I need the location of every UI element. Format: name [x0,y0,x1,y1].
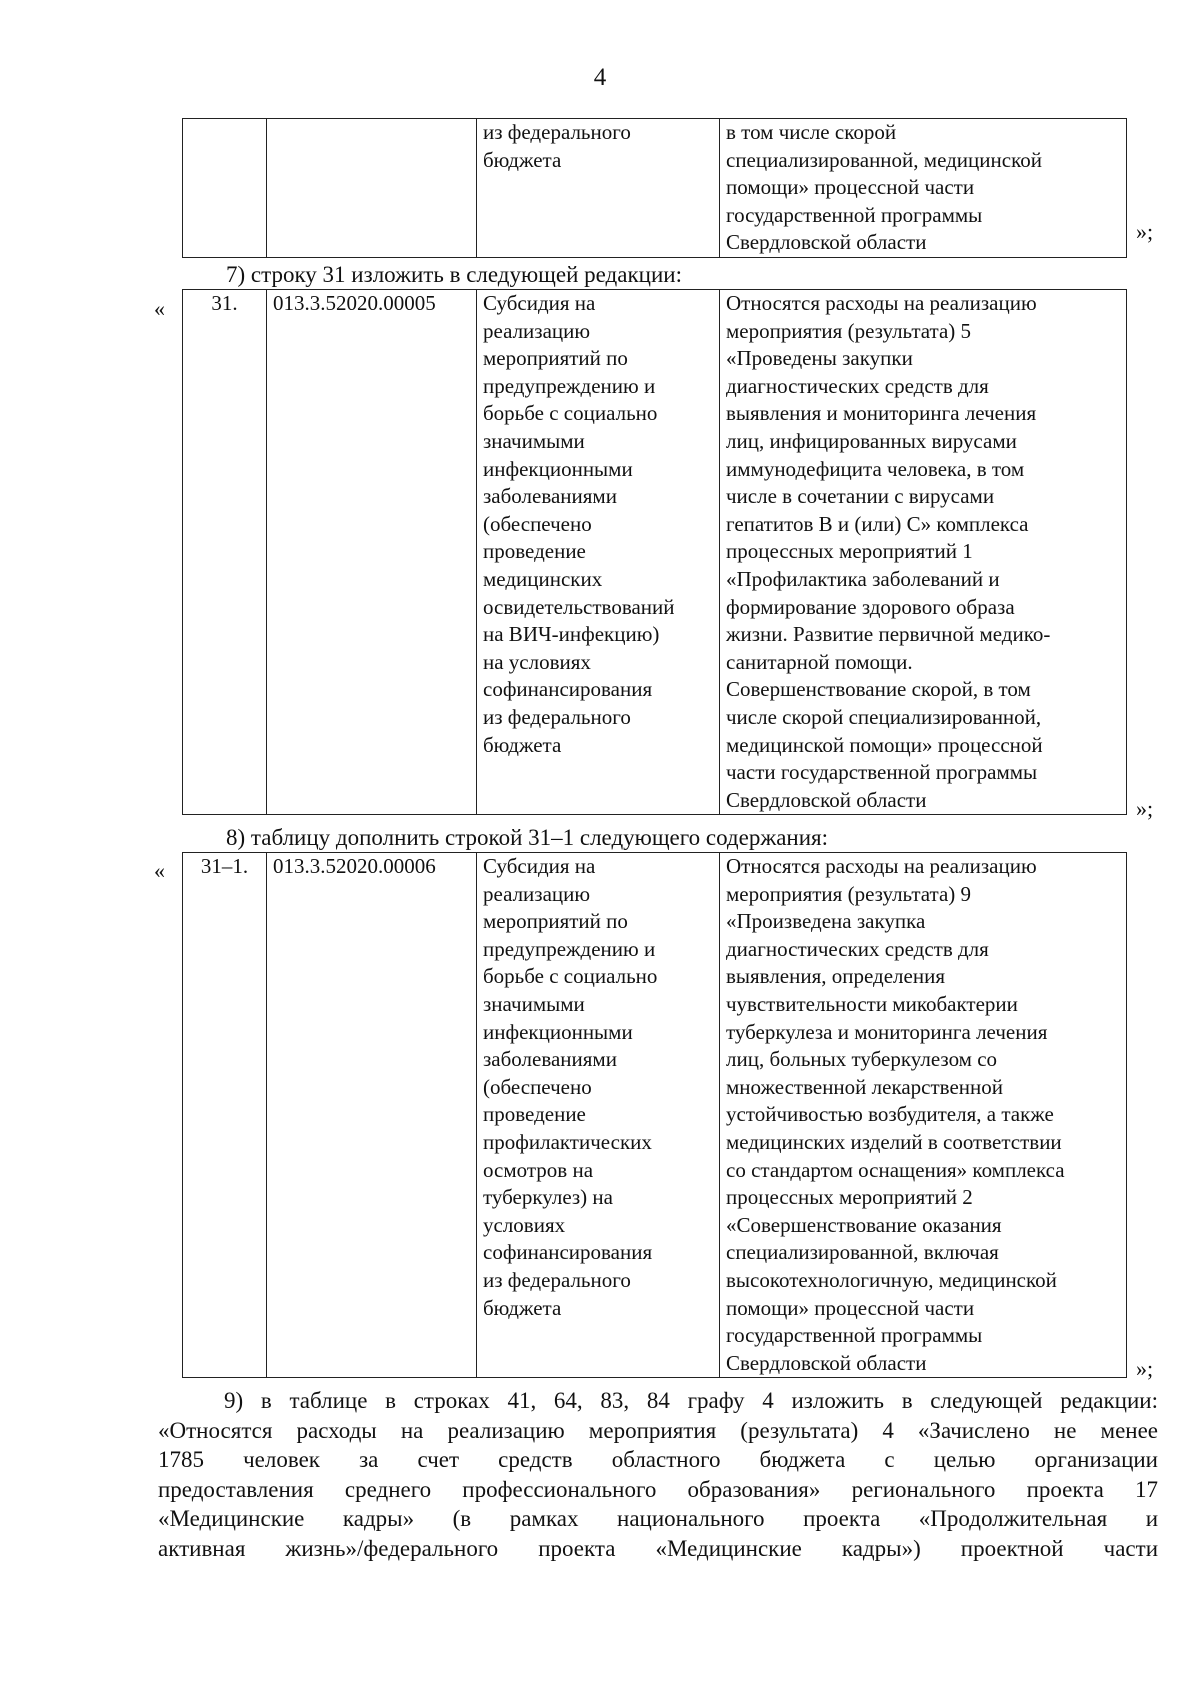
item7-heading: 7) строку 31 изложить в следующей редакции: [226,262,682,287]
table-row [183,853,1127,1378]
table-continued [182,118,1127,258]
paragraph-line: активная жизнь»/федерального проекта «Медицинские кадры») проектной части [158,1535,1158,1561]
cell-description: Относятся расходы на реализацию мероприятия (результата) 9 «Произведена закупка диагностических средств для выявления, определения чувствительности микобактерии туберкулеза и мониторинга лечения лиц, больных туберкулезом со множественной лекарственной устойчивостью возбудителя, а также медицинских изделий в соответствии со стандартом оснащения» комплекса процессных мероприятий 2 «Совершенствование оказания специализированной, включая высокотехнологичную, медицинской помощи» процессной части государственной программы Свердловской области [720,853,1127,1378]
cell-description: Относятся расходы на реализацию мероприятия (результата) 5 «Проведены закупки диагностических средств для выявления и мониторинга лечения лиц, инфицированных вирусами иммунодефицита человека, в том числе в сочетании с вирусами гепатитов B и (или) C» комплекса процессных мероприятий 1 «Профилактика заболеваний и формирование здорового образа жизни. Развитие первичной медико- санитарной помощи. Совершенствование скорой, в том числе скорой специализированной, медицинской помощи» процессной части государственной программы Свердловской области [720,290,1127,815]
open-quote: « [154,858,165,883]
table-row-31-1 [182,852,1127,1378]
item9-paragraph [158,1386,1158,1563]
page-number: 4 [593,64,607,91]
paragraph-line: 1785 человек за счет средств областного бюджета с целью организации [158,1447,1158,1472]
close-quote: »; [1136,796,1154,821]
paragraph-line: «Относятся расходы на реализацию мероприятия (результата) 4 «Зачислено не менее [158,1417,1158,1443]
paragraph-line: «Медицинские кадры» (в рамках национального проекта «Продолжительная и [158,1506,1158,1531]
table-row [183,119,1127,258]
cell-num [183,119,267,258]
table-row-31 [182,289,1127,815]
cell-name: из федерального бюджета [477,119,720,258]
cell-code: 013.3.52020.00005 [267,290,477,815]
cell-num: 31. [183,290,267,815]
cell-code [267,119,477,258]
item8-heading: 8) таблицу дополнить строкой 31–1 следующего содержания: [226,825,829,850]
cell-name: Субсидия на реализацию мероприятий по предупреждению и борьбе с социально значимыми инфекционными заболеваниями (обеспечено проведение профилактических осмотров на туберкулез) на условиях софинансирования из федерального бюджета [477,853,720,1378]
cell-code: 013.3.52020.00006 [267,853,477,1378]
cell-description: в том числе скорой специализированной, медицинской помощи» процессной части государственной программы Свердловской области [720,119,1127,258]
open-quote: « [154,296,165,321]
table-row [183,290,1127,815]
close-quote: »; [1136,219,1154,244]
paragraph-line: 9) в таблице в строках 41, 64, 83, 84 графу 4 изложить в следующей редакции: [224,1388,1158,1413]
cell-num: 31–1. [183,853,267,1378]
close-quote: »; [1136,1356,1154,1381]
cell-name: Субсидия на реализацию мероприятий по предупреждению и борьбе с социально значимыми инфекционными заболеваниями (обеспечено проведение медицинских освидетельствований на ВИЧ-инфекцию) на условиях софинансирования из федерального бюджета [477,290,720,815]
paragraph-line: предоставления среднего профессионального образования» регионального проекта 17 [158,1476,1158,1502]
